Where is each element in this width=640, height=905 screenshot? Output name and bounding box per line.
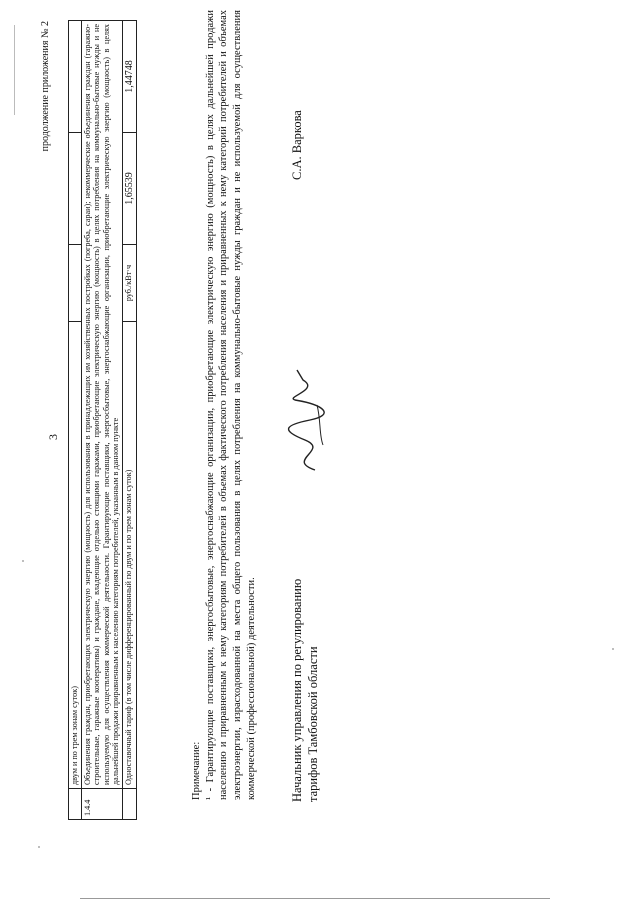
table-row [69, 21, 82, 820]
signatory-line-1: Начальник управления по регулированию [290, 578, 304, 802]
tariff-table [68, 20, 137, 820]
handwritten-signature [275, 365, 335, 475]
table-row [81, 21, 122, 820]
row-value-2 [69, 21, 82, 133]
row-number [122, 789, 137, 820]
notes-title: Примечание: [191, 741, 202, 800]
signatory-position [290, 579, 321, 802]
row-description: двум и по трем зонам суток) [69, 322, 82, 789]
notes-text: ¹ - Гарантирующие поставщики, энергосбытовые, энергоснабжающие организации, приобретающие электрическую энергию (мощность) в целях дальнейшей продажи населению и приравненным к нему категориям потребителей в объемах фактического потребления населения и приравненных к нему категорий потребителей и объемах электроэнергии, израсходованной на места общего пользования в целях потребления на коммунально-бытовые нужды граждан и не используемой для осуществления коммерческой (профессиональной) деятельности. [204, 10, 257, 800]
row-value-2: 1,44748 [122, 21, 137, 133]
row-description: Объединения граждан, приобретающих электрическую энергию (мощность) для использования в принадлежащих им хозяйственных постройках (погреба, сараи); некоммерческие объединения граждан (гаражно-строительные, гаражные кооперативы) и граждане, владеющие отдельно стоящими гаражами, приобретающие электрическую энергию (мощность) в целях потребления на коммунально-бытовые нужды и не используемую для осуществления коммерческой деятельности. Гарантирующие поставщики, энергосбытовые, энергоснабжающие организации, приобретающие электрическую энергию (мощность) в целях дальнейшей продажи приравненным к населению категориям потребителей, указанным в данном пункте [81, 21, 122, 789]
row-description: Одноставочный тариф (в том числе дифференцированный по двум и по трем зонам суток) [122, 322, 137, 789]
row-number [69, 789, 82, 820]
rotated-document-content [0, 10, 610, 895]
scan-edge-line-bottom [80, 898, 550, 899]
row-unit: руб./кВт·ч [122, 245, 137, 322]
table-row [122, 21, 137, 820]
row-value-1 [69, 133, 82, 245]
notes-block [190, 10, 258, 800]
row-unit [69, 245, 82, 322]
row-number: 1.4.4 [81, 789, 122, 820]
page-number: 3 [46, 434, 60, 440]
signatory-line-2: тарифов Тамбовской области [305, 646, 320, 802]
scan-speck [612, 648, 614, 650]
signatory-name: С.А. Варкова [290, 110, 304, 180]
continuation-header: продолжение приложения № 2 [40, 21, 51, 152]
row-value-1: 1,65539 [122, 133, 137, 245]
